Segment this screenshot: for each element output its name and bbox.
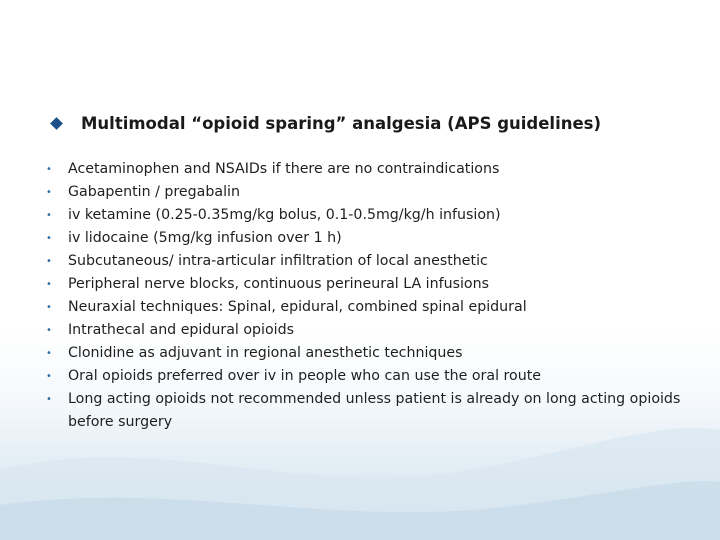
list-item-text: Clonidine as adjuvant in regional anesthetic techniques (68, 345, 463, 361)
list-item (46, 250, 686, 273)
list-item (46, 227, 686, 250)
list-item-text: Acetaminophen and NSAIDs if there are no contraindications (68, 161, 500, 177)
dot-bullet-icon: • (46, 233, 52, 244)
list-item (46, 158, 686, 181)
list-item (46, 342, 686, 365)
list-item-text: iv ketamine (0.25-0.35mg/kg bolus, 0.1-0.5mg/kg/h infusion) (68, 207, 501, 223)
dot-bullet-icon: • (46, 394, 52, 405)
list-item (46, 204, 686, 227)
dot-bullet-icon: • (46, 279, 52, 290)
list-item-text: Oral opioids preferred over iv in people who can use the oral route (68, 368, 542, 384)
list-item-text: Intrathecal and epidural opioids (68, 322, 294, 338)
list-item-text: iv lidocaine (5mg/kg infusion over 1 h) (68, 230, 342, 246)
dot-bullet-icon: • (46, 256, 52, 267)
dot-bullet-icon: • (46, 187, 52, 198)
list-item (46, 273, 686, 296)
list-item (46, 181, 686, 204)
heading-text: Multimodal “opioid sparing” analgesia (APS guidelines) (81, 113, 602, 133)
dot-bullet-icon: • (46, 302, 52, 313)
list-item (46, 319, 686, 342)
list-item-text: Neuraxial techniques: Spinal, epidural, combined spinal epidural (68, 299, 527, 315)
list-item-text: Long acting opioids not recommended unless patient is already on long acting opioids before surgery (68, 391, 681, 430)
bullet-list (46, 158, 686, 434)
list-item-text: Subcutaneous/ intra-articular infiltration of local anesthetic (68, 253, 488, 269)
dot-bullet-icon: • (46, 348, 52, 359)
dot-bullet-icon: • (46, 325, 52, 336)
list-item (46, 388, 686, 434)
diamond-bullet-icon (50, 117, 63, 130)
list-item-text: Gabapentin / pregabalin (68, 184, 240, 200)
list-item (46, 365, 686, 388)
list-item-text: Peripheral nerve blocks, continuous perineural LA infusions (68, 276, 489, 292)
dot-bullet-icon: • (46, 164, 52, 175)
dot-bullet-icon: • (46, 371, 52, 382)
dot-bullet-icon: • (46, 210, 52, 221)
slide-heading (50, 111, 601, 135)
list-item (46, 296, 686, 319)
